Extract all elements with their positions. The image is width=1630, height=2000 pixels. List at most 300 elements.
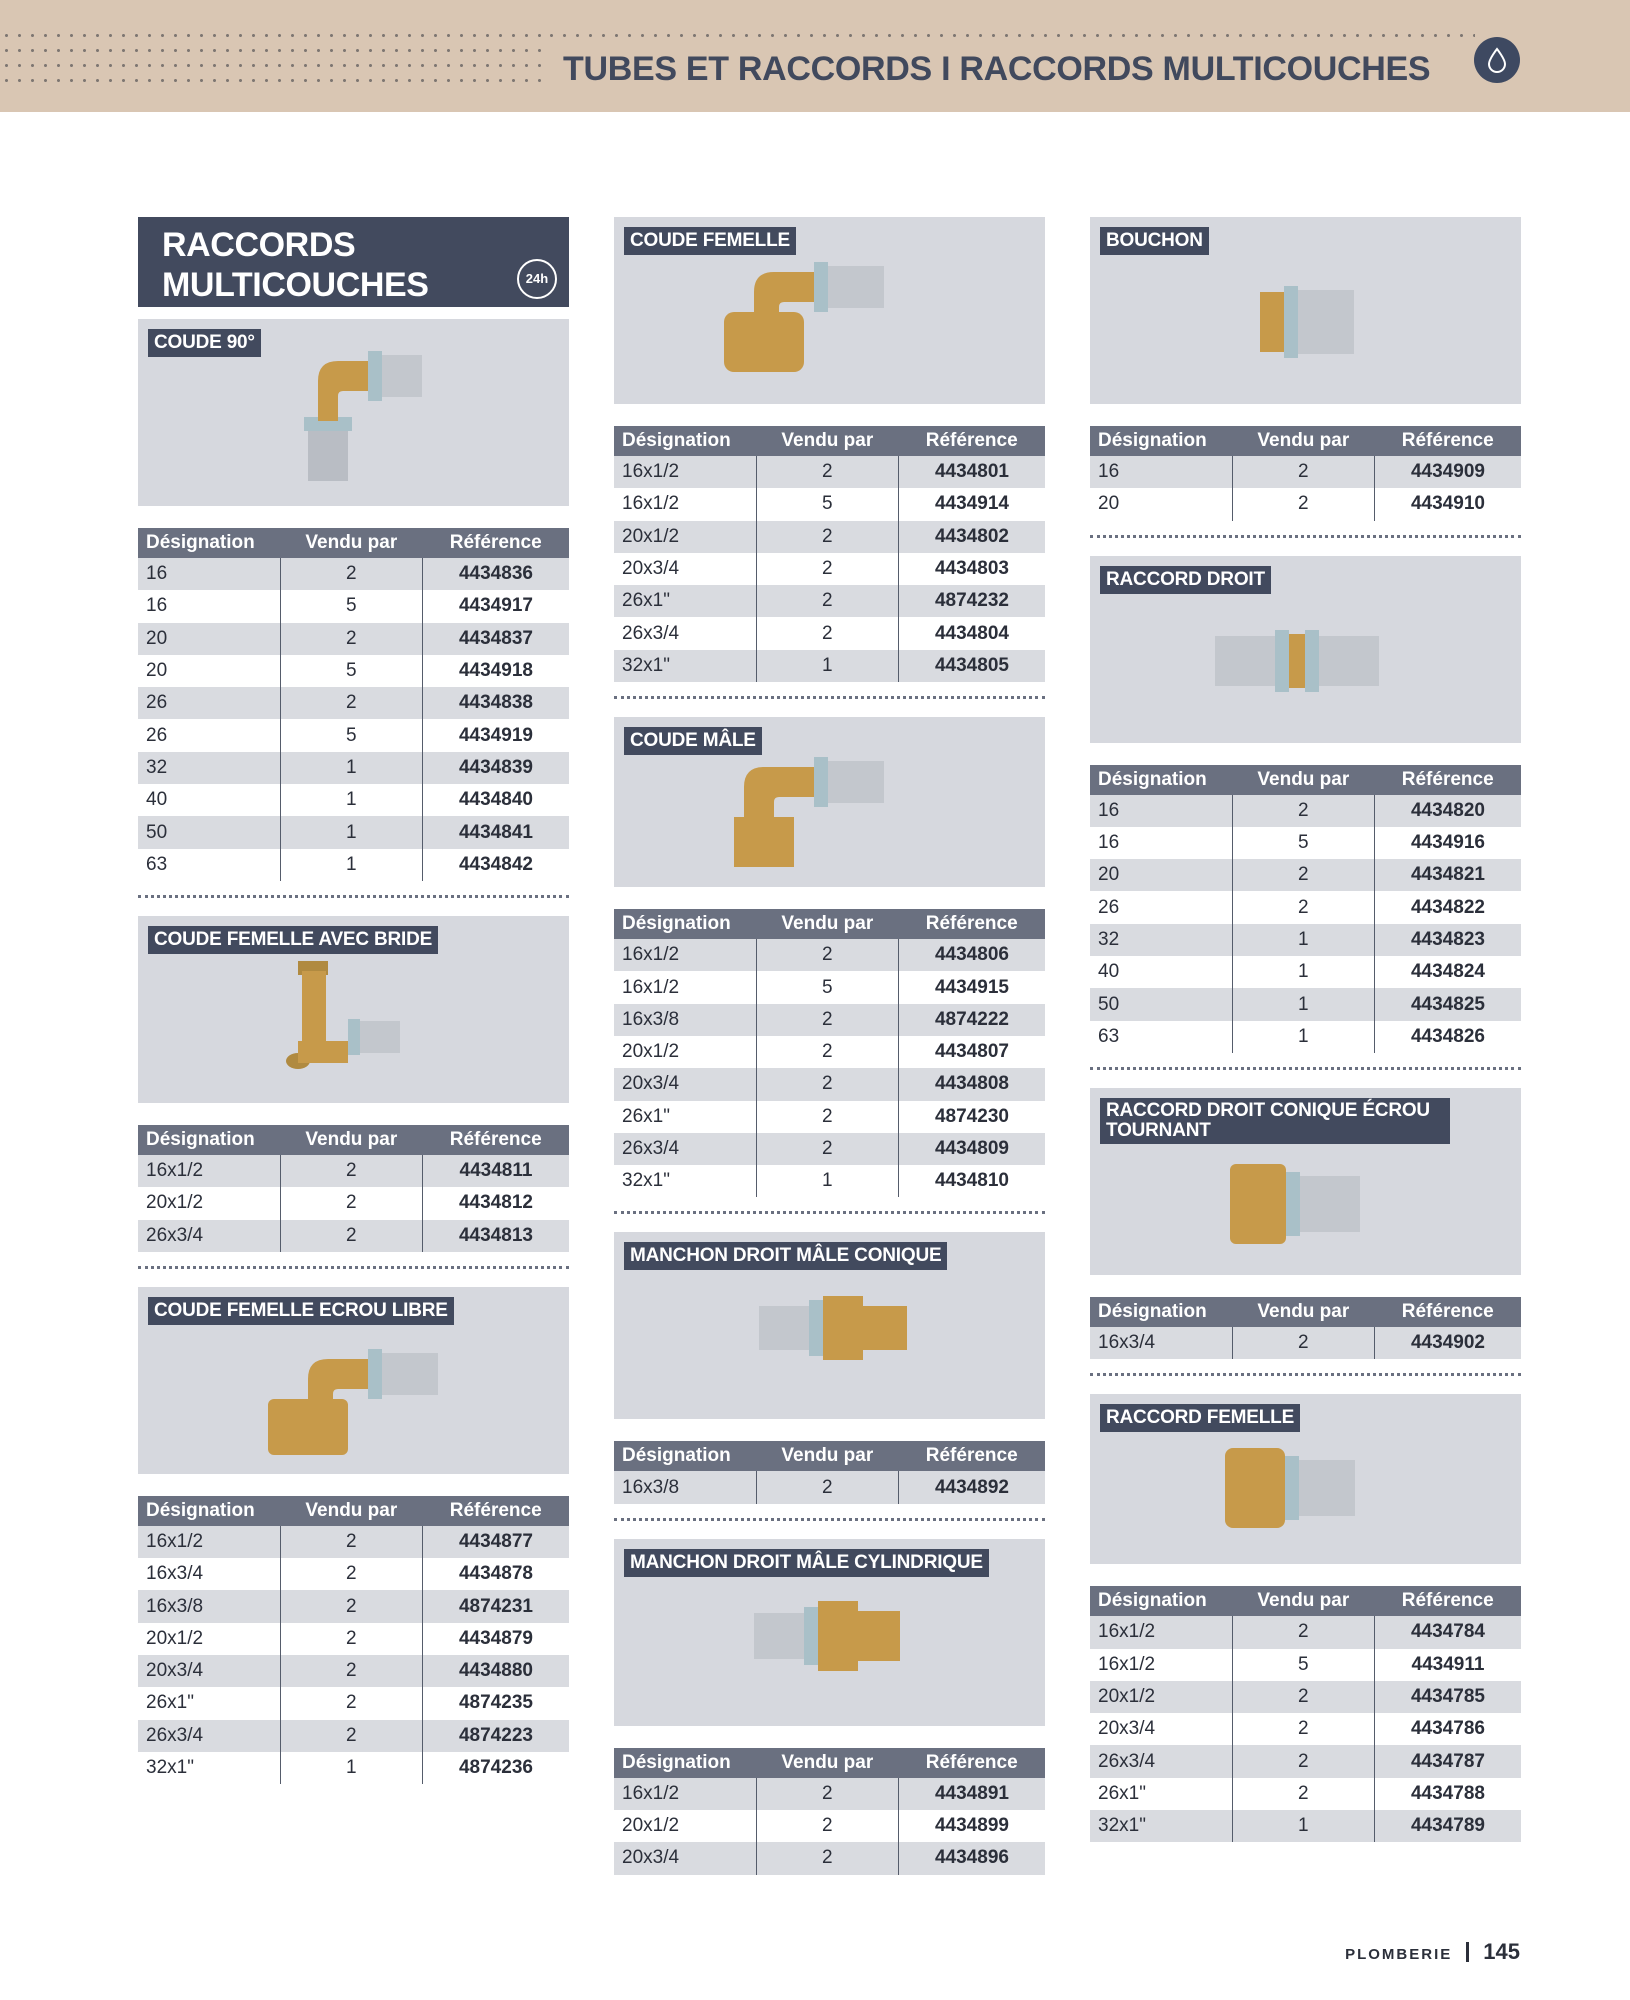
designation-cell: 20x1/2: [622, 1041, 680, 1063]
table-row: [614, 1471, 1045, 1503]
male-elbow-image: [734, 747, 934, 882]
product-manchon-cylindrique: [614, 1539, 1045, 1875]
table-row: [1090, 1649, 1521, 1681]
vendu-par-cell: 2: [1232, 1713, 1374, 1745]
designation-cell: 16x1/2: [622, 1782, 680, 1804]
designation-cell: 32: [146, 756, 168, 778]
table-row: [138, 1526, 569, 1558]
vendu-par-cell: 1: [280, 1752, 422, 1784]
section-title-line1: RACCORDS: [162, 226, 356, 264]
vendu-par-cell: 2: [280, 558, 422, 590]
reference-cell: 4434788: [1374, 1778, 1521, 1810]
reference-cell: 4434784: [1374, 1616, 1521, 1648]
designation-cell: 16: [1098, 799, 1120, 821]
designation-cell: 16x1/2: [146, 1160, 204, 1182]
vendu-par-cell: 2: [280, 1558, 422, 1590]
table-row: [138, 1720, 569, 1752]
product-name: COUDE FEMELLE ECROU LIBRE: [148, 1297, 454, 1325]
table-row: [138, 687, 569, 719]
col-reference: Référence: [1374, 1297, 1521, 1327]
vendu-par-cell: 2: [280, 623, 422, 655]
table-row: [1090, 1810, 1521, 1842]
table-row: [138, 1155, 569, 1187]
vendu-par-cell: 1: [1232, 1810, 1374, 1842]
page-footer: [1345, 1939, 1520, 1965]
designation-cell: 16x3/8: [622, 1008, 680, 1030]
table-row: [138, 1558, 569, 1590]
reference-cell: 4434802: [898, 521, 1045, 553]
vendu-par-cell: 2: [756, 1810, 898, 1842]
product-photo: [1090, 1088, 1521, 1275]
nut-elbow-image: [268, 1339, 458, 1464]
designation-cell: 26x1": [622, 590, 670, 612]
product-name: COUDE MÂLE: [624, 727, 762, 755]
designation-cell: 50: [1098, 993, 1120, 1015]
product-table: [1090, 1297, 1521, 1359]
col-designation: Désignation: [614, 1441, 756, 1471]
table-row: [1090, 488, 1521, 520]
designation-cell: 20: [146, 627, 168, 649]
table-row: [614, 1810, 1045, 1842]
reference-cell: 4434919: [422, 719, 569, 751]
dotted-separator: [1090, 1373, 1521, 1376]
reference-cell: 4434810: [898, 1165, 1045, 1197]
vendu-par-cell: 2: [1232, 1327, 1374, 1359]
col-reference: Référence: [422, 1496, 569, 1526]
table-row: [614, 1165, 1045, 1197]
bracket-elbow-image: [278, 961, 428, 1091]
vendu-par-cell: 1: [280, 784, 422, 816]
reference-cell: 4434826: [1374, 1021, 1521, 1053]
designation-cell: 20x3/4: [622, 1073, 680, 1095]
table-row: [138, 1187, 569, 1219]
table-row: [138, 590, 569, 622]
col-designation: Désignation: [138, 1496, 280, 1526]
vendu-par-cell: 2: [756, 1036, 898, 1068]
designation-cell: 20x1/2: [146, 1192, 204, 1214]
reference-cell: 4434916: [1374, 827, 1521, 859]
product-name: COUDE 90°: [148, 329, 261, 357]
designation-cell: 16x1/2: [622, 976, 680, 998]
table-row: [1090, 859, 1521, 891]
vendu-par-cell: 2: [1232, 891, 1374, 923]
reference-cell: 4434915: [898, 971, 1045, 1003]
col-designation: Désignation: [138, 528, 280, 558]
conical-sleeve-image: [759, 1292, 919, 1372]
vendu-par-cell: 1: [1232, 1021, 1374, 1053]
reference-cell: 4434877: [422, 1526, 569, 1558]
reference-cell: 4434841: [422, 816, 569, 848]
dotted-separator: [1090, 535, 1521, 538]
section-title-line2: MULTICOUCHES: [162, 266, 429, 304]
cylindrical-sleeve-image: [754, 1597, 914, 1687]
vendu-par-cell: 5: [756, 971, 898, 1003]
designation-cell: 32x1": [1098, 1815, 1146, 1837]
col-reference: Référence: [898, 426, 1045, 456]
designation-cell: 32x1": [146, 1757, 194, 1779]
reference-cell: 4434805: [898, 650, 1045, 682]
vendu-par-cell: 2: [280, 1623, 422, 1655]
designation-cell: 26: [1098, 896, 1120, 918]
vendu-par-cell: 1: [280, 849, 422, 881]
female-coupling-image: [1225, 1442, 1395, 1542]
column-left: [138, 217, 569, 1784]
col-vendu-par: Vendu par: [280, 528, 422, 558]
table-row: [614, 617, 1045, 649]
product-raccord-femelle: [1090, 1394, 1521, 1842]
designation-cell: 16x1/2: [146, 1531, 204, 1552]
designation-cell: 32x1": [622, 654, 670, 676]
table-row: [138, 816, 569, 848]
product-table: [1090, 765, 1521, 1053]
product-photo: [614, 217, 1045, 404]
reference-cell: 4434910: [1374, 488, 1521, 520]
product-coude-femelle-ecrou: [138, 1287, 569, 1784]
vendu-par-cell: 2: [756, 521, 898, 553]
col-reference: Référence: [898, 909, 1045, 939]
page-title: TUBES ET RACCORDS I RACCORDS MULTICOUCHES: [563, 50, 1431, 88]
vendu-par-cell: 2: [280, 1187, 422, 1219]
vendu-par-cell: 2: [756, 939, 898, 971]
col-reference: Référence: [422, 1125, 569, 1155]
reference-cell: 4434813: [422, 1220, 569, 1252]
table-row: [614, 1101, 1045, 1133]
vendu-par-cell: 2: [756, 1004, 898, 1036]
vendu-par-cell: 1: [1232, 988, 1374, 1020]
reference-cell: 4434820: [1374, 795, 1521, 827]
reference-cell: 4434909: [1374, 456, 1521, 488]
reference-cell: 4434902: [1374, 1327, 1521, 1359]
table-row: [614, 1036, 1045, 1068]
product-coude-femelle: [614, 217, 1045, 682]
reference-cell: 4434812: [422, 1187, 569, 1219]
product-name: RACCORD DROIT: [1100, 566, 1271, 594]
reference-cell: 4434806: [898, 939, 1045, 971]
reference-cell: 4434838: [422, 687, 569, 719]
product-photo: [1090, 217, 1521, 404]
reference-cell: 4434914: [898, 488, 1045, 520]
reference-cell: 4434807: [898, 1036, 1045, 1068]
reference-cell: 4434880: [422, 1655, 569, 1687]
vendu-par-cell: 5: [1232, 1649, 1374, 1681]
product-table: [138, 1125, 569, 1252]
vendu-par-cell: 2: [280, 1220, 422, 1252]
vendu-par-cell: 2: [756, 1842, 898, 1874]
vendu-par-cell: 1: [1232, 956, 1374, 988]
vendu-par-cell: 2: [756, 1778, 898, 1810]
vendu-par-cell: 2: [756, 1101, 898, 1133]
designation-cell: 16: [1098, 832, 1120, 854]
reference-cell: 4434892: [898, 1471, 1045, 1503]
reference-cell: 4874232: [898, 585, 1045, 617]
table-row: [614, 1778, 1045, 1810]
reference-cell: 4434787: [1374, 1745, 1521, 1777]
vendu-par-cell: 2: [280, 1526, 422, 1558]
reference-cell: 4434842: [422, 849, 569, 881]
vendu-par-cell: 1: [1232, 924, 1374, 956]
plug-image: [1260, 282, 1380, 372]
table-row: [1090, 1713, 1521, 1745]
elbow-fitting-image: [288, 341, 428, 491]
vendu-par-cell: 2: [1232, 1778, 1374, 1810]
table-row: [1090, 795, 1521, 827]
reference-cell: 4434837: [422, 623, 569, 655]
reference-cell: 4434836: [422, 558, 569, 590]
col-vendu-par: Vendu par: [280, 1125, 422, 1155]
product-coude-90: [138, 319, 569, 881]
column-middle: [614, 217, 1045, 1875]
designation-cell: 26: [146, 724, 168, 746]
table-row: [1090, 1778, 1521, 1810]
water-drop-icon: [1474, 37, 1520, 83]
reference-cell: 4874231: [422, 1590, 569, 1622]
col-reference: Référence: [1374, 765, 1521, 795]
designation-cell: 26x3/4: [146, 1224, 204, 1246]
designation-cell: 16x3/4: [1098, 1332, 1156, 1354]
table-row: [1090, 1616, 1521, 1648]
reference-cell: 4874230: [898, 1101, 1045, 1133]
dotted-separator: [614, 1211, 1045, 1214]
dot-pattern: [0, 28, 545, 88]
reference-cell: 4434789: [1374, 1810, 1521, 1842]
reference-cell: 4434879: [422, 1623, 569, 1655]
reference-cell: 4434840: [422, 784, 569, 816]
reference-cell: 4434878: [422, 1558, 569, 1590]
table-row: [614, 1133, 1045, 1165]
vendu-par-cell: 2: [280, 1655, 422, 1687]
table-row: [1090, 1021, 1521, 1053]
product-photo: [614, 717, 1045, 887]
table-row: [1090, 988, 1521, 1020]
table-row: [614, 939, 1045, 971]
col-vendu-par: Vendu par: [1232, 1297, 1374, 1327]
dotted-separator: [614, 1518, 1045, 1521]
table-row: [138, 752, 569, 784]
col-vendu-par: Vendu par: [280, 1496, 422, 1526]
table-row: [138, 558, 569, 590]
table-row: [138, 1687, 569, 1719]
table-row: [1090, 956, 1521, 988]
reference-cell: 4434911: [1374, 1649, 1521, 1681]
reference-cell: 4434801: [898, 456, 1045, 488]
product-coude-male: [614, 717, 1045, 1197]
column-right: [1090, 217, 1521, 1842]
dotted-separator: [614, 696, 1045, 699]
reference-cell: 4434825: [1374, 988, 1521, 1020]
vendu-par-cell: 2: [1232, 1745, 1374, 1777]
vendu-par-cell: 2: [756, 1471, 898, 1503]
reference-cell: 4874222: [898, 1004, 1045, 1036]
designation-cell: 20: [1098, 864, 1120, 886]
product-photo: [1090, 1394, 1521, 1564]
product-table: [138, 528, 569, 881]
product-photo: [1090, 556, 1521, 743]
designation-cell: 26x1": [1098, 1782, 1146, 1804]
table-row: [138, 1655, 569, 1687]
product-photo: [138, 319, 569, 506]
reference-cell: 4434918: [422, 655, 569, 687]
product-table: [614, 426, 1045, 682]
product-name: RACCORD FEMELLE: [1100, 1404, 1300, 1432]
vendu-par-cell: 5: [280, 719, 422, 751]
vendu-par-cell: 2: [280, 1590, 422, 1622]
product-name: MANCHON DROIT MÂLE CYLINDRIQUE: [624, 1549, 989, 1577]
vendu-par-cell: 2: [280, 1720, 422, 1752]
table-row: [138, 1752, 569, 1784]
designation-cell: 16x1/2: [622, 461, 680, 483]
designation-cell: 16x3/8: [622, 1476, 680, 1498]
table-row: [138, 655, 569, 687]
designation-cell: 16x1/2: [622, 944, 680, 966]
reference-cell: 4434899: [898, 1810, 1045, 1842]
designation-cell: 16: [1098, 461, 1120, 483]
designation-cell: 26: [146, 692, 168, 714]
vendu-par-cell: 2: [1232, 795, 1374, 827]
col-designation: Désignation: [138, 1125, 280, 1155]
product-name: COUDE FEMELLE: [624, 227, 796, 255]
vendu-par-cell: 2: [1232, 859, 1374, 891]
product-bouchon: [1090, 217, 1521, 521]
col-vendu-par: Vendu par: [756, 1748, 898, 1778]
reference-cell: 4434823: [1374, 924, 1521, 956]
section-title: [138, 217, 569, 307]
designation-cell: 16x1/2: [1098, 1653, 1156, 1675]
table-row: [614, 456, 1045, 488]
designation-cell: 63: [1098, 1025, 1120, 1047]
col-reference: Référence: [1374, 1586, 1521, 1616]
designation-cell: 63: [146, 853, 168, 875]
product-raccord-conique: [1090, 1088, 1521, 1359]
reference-cell: 4434811: [422, 1155, 569, 1187]
reference-cell: 4434917: [422, 590, 569, 622]
product-raccord-droit: [1090, 556, 1521, 1053]
product-name: MANCHON DROIT MÂLE CONIQUE: [624, 1242, 947, 1270]
product-table: [614, 909, 1045, 1197]
table-row: [614, 650, 1045, 682]
col-reference: Référence: [1374, 426, 1521, 456]
vendu-par-cell: 2: [1232, 488, 1374, 520]
vendu-par-cell: 5: [756, 488, 898, 520]
table-row: [614, 553, 1045, 585]
designation-cell: 16x1/2: [1098, 1621, 1156, 1643]
designation-cell: 20x3/4: [622, 1847, 680, 1869]
designation-cell: 16: [146, 595, 168, 617]
col-reference: Référence: [898, 1441, 1045, 1471]
page-header: [0, 0, 1630, 112]
designation-cell: 20x1/2: [146, 1627, 204, 1649]
reference-cell: 4874223: [422, 1720, 569, 1752]
designation-cell: 32x1": [622, 1170, 670, 1192]
vendu-par-cell: 2: [756, 1133, 898, 1165]
table-row: [614, 488, 1045, 520]
col-designation: Désignation: [614, 426, 756, 456]
page-number: 145: [1483, 1939, 1520, 1964]
table-row: [614, 585, 1045, 617]
vendu-par-cell: 2: [1232, 456, 1374, 488]
product-table: [614, 1748, 1045, 1875]
product-name: RACCORD DROIT CONIQUE ÉCROU TOURNANT: [1100, 1098, 1450, 1144]
table-row: [1090, 924, 1521, 956]
designation-cell: 20: [146, 660, 168, 682]
designation-cell: 26x3/4: [622, 1138, 680, 1159]
reference-cell: 4434839: [422, 752, 569, 784]
col-designation: Désignation: [614, 909, 756, 939]
designation-cell: 16: [146, 563, 168, 585]
footer-section: PLOMBERIE: [1345, 1946, 1453, 1963]
product-table: [1090, 426, 1521, 521]
footer-divider: [1466, 1942, 1469, 1962]
designation-cell: 50: [146, 821, 168, 843]
table-row: [138, 1623, 569, 1655]
dotted-separator: [138, 1266, 569, 1269]
vendu-par-cell: 5: [1232, 827, 1374, 859]
dotted-separator: [1090, 1067, 1521, 1070]
vendu-par-cell: 2: [756, 617, 898, 649]
designation-cell: 20x1/2: [622, 1815, 680, 1837]
designation-cell: 16x3/8: [146, 1595, 204, 1617]
col-designation: Désignation: [1090, 765, 1232, 795]
product-table: [138, 1496, 569, 1784]
product-photo: [138, 1287, 569, 1474]
col-designation: Désignation: [1090, 1297, 1232, 1327]
vendu-par-cell: 2: [1232, 1616, 1374, 1648]
table-row: [138, 719, 569, 751]
table-row: [138, 623, 569, 655]
table-row: [1090, 827, 1521, 859]
vendu-par-cell: 2: [1232, 1681, 1374, 1713]
table-row: [1090, 1745, 1521, 1777]
designation-cell: 20: [1098, 493, 1120, 515]
designation-cell: 32: [1098, 928, 1120, 950]
designation-cell: 20x1/2: [622, 525, 680, 547]
product-table: [614, 1441, 1045, 1503]
table-row: [138, 849, 569, 881]
designation-cell: 40: [1098, 961, 1120, 983]
designation-cell: 26x3/4: [146, 1724, 204, 1746]
reference-cell: 4434821: [1374, 859, 1521, 891]
col-vendu-par: Vendu par: [1232, 426, 1374, 456]
reference-cell: 4434822: [1374, 891, 1521, 923]
dotted-separator: [138, 895, 569, 898]
reference-cell: 4874236: [422, 1752, 569, 1784]
product-coude-femelle-bride: [138, 916, 569, 1252]
table-row: [614, 1004, 1045, 1036]
vendu-par-cell: 1: [280, 816, 422, 848]
vendu-par-cell: 1: [280, 752, 422, 784]
col-reference: Référence: [898, 1748, 1045, 1778]
vendu-par-cell: 5: [280, 590, 422, 622]
product-name: COUDE FEMELLE AVEC BRIDE: [148, 926, 438, 954]
dot-pattern-top: [545, 28, 1475, 42]
vendu-par-cell: 2: [756, 456, 898, 488]
vendu-par-cell: 1: [756, 1165, 898, 1197]
col-designation: Désignation: [1090, 426, 1232, 456]
product-photo: [614, 1232, 1045, 1419]
product-photo: [614, 1539, 1045, 1726]
vendu-par-cell: 5: [280, 655, 422, 687]
designation-cell: 20x3/4: [146, 1660, 204, 1682]
col-designation: Désignation: [1090, 1586, 1232, 1616]
product-photo: [138, 916, 569, 1103]
table-row: [1090, 456, 1521, 488]
col-vendu-par: Vendu par: [1232, 1586, 1374, 1616]
reference-cell: 4434808: [898, 1068, 1045, 1100]
reference-cell: 4434804: [898, 617, 1045, 649]
designation-cell: 16x1/2: [622, 493, 680, 515]
table-row: [614, 971, 1045, 1003]
table-row: [1090, 1327, 1521, 1359]
designation-cell: 20x3/4: [622, 558, 680, 580]
